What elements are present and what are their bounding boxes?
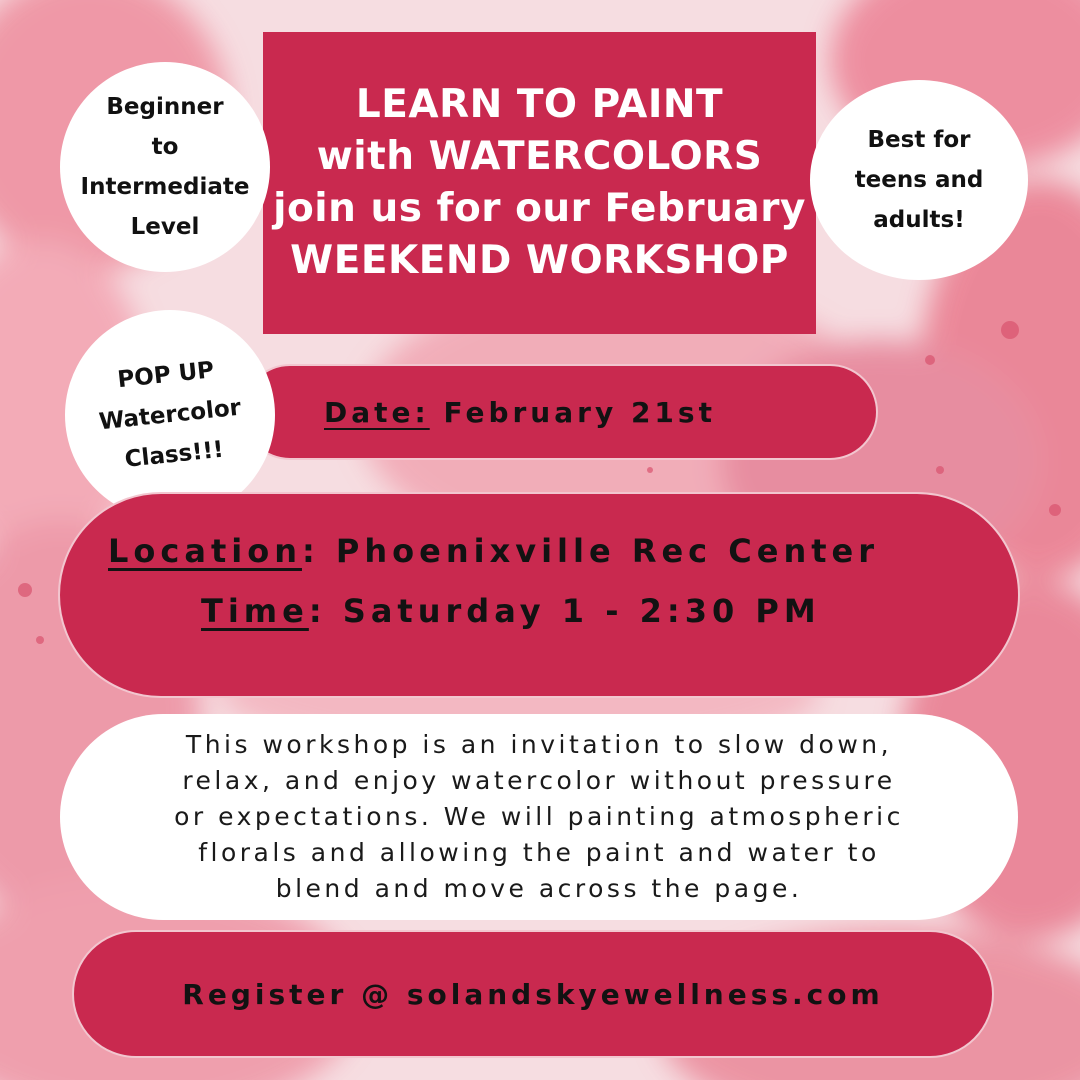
date-value: February 21st: [429, 395, 716, 429]
title-line: join us for our February: [273, 186, 806, 231]
level-text: Level: [130, 214, 200, 240]
description-line: This workshop is an invitation to slow down,: [185, 730, 893, 759]
audience-text: Best for: [867, 127, 971, 153]
register-text: Register @ solandskyewellness.com: [182, 977, 884, 1011]
location-label: Location: [108, 532, 302, 570]
audience-bubble: [810, 80, 1028, 280]
level-text: Intermediate: [80, 174, 250, 200]
description-line: blend and move across the page.: [275, 874, 803, 903]
title-banner: [263, 32, 816, 334]
time-label: Time: [201, 592, 309, 630]
title-line: WEEKEND WORKSHOP: [290, 238, 789, 283]
location-time-pill: [58, 492, 1020, 698]
popup-text: POP UP: [116, 357, 216, 394]
time-line: [201, 592, 821, 630]
description-line: or expectations. We will painting atmospheric: [174, 802, 904, 831]
popup-text: Watercolor: [97, 394, 243, 436]
popup-text: Class!!!: [123, 436, 225, 473]
level-bubble: [60, 62, 270, 272]
title-line: with WATERCOLORS: [316, 134, 763, 179]
location-value: : Phoenixville Rec Center: [301, 532, 880, 570]
date-pill: [242, 364, 878, 460]
date-label: Date:: [324, 395, 430, 429]
level-text: Beginner: [106, 94, 224, 120]
audience-text: adults!: [873, 207, 965, 233]
register-pill: [72, 930, 994, 1058]
audience-text: teens and: [854, 167, 984, 193]
location-line: [108, 532, 879, 570]
title-line: LEARN TO PAINT: [355, 82, 724, 127]
level-text: to: [151, 134, 179, 160]
description-line: relax, and enjoy watercolor without pressure: [182, 766, 896, 795]
time-value: : Saturday 1 - 2:30 PM: [308, 592, 821, 630]
description-line: florals and allowing the paint and water to: [198, 838, 880, 867]
description-box: [60, 714, 1018, 920]
